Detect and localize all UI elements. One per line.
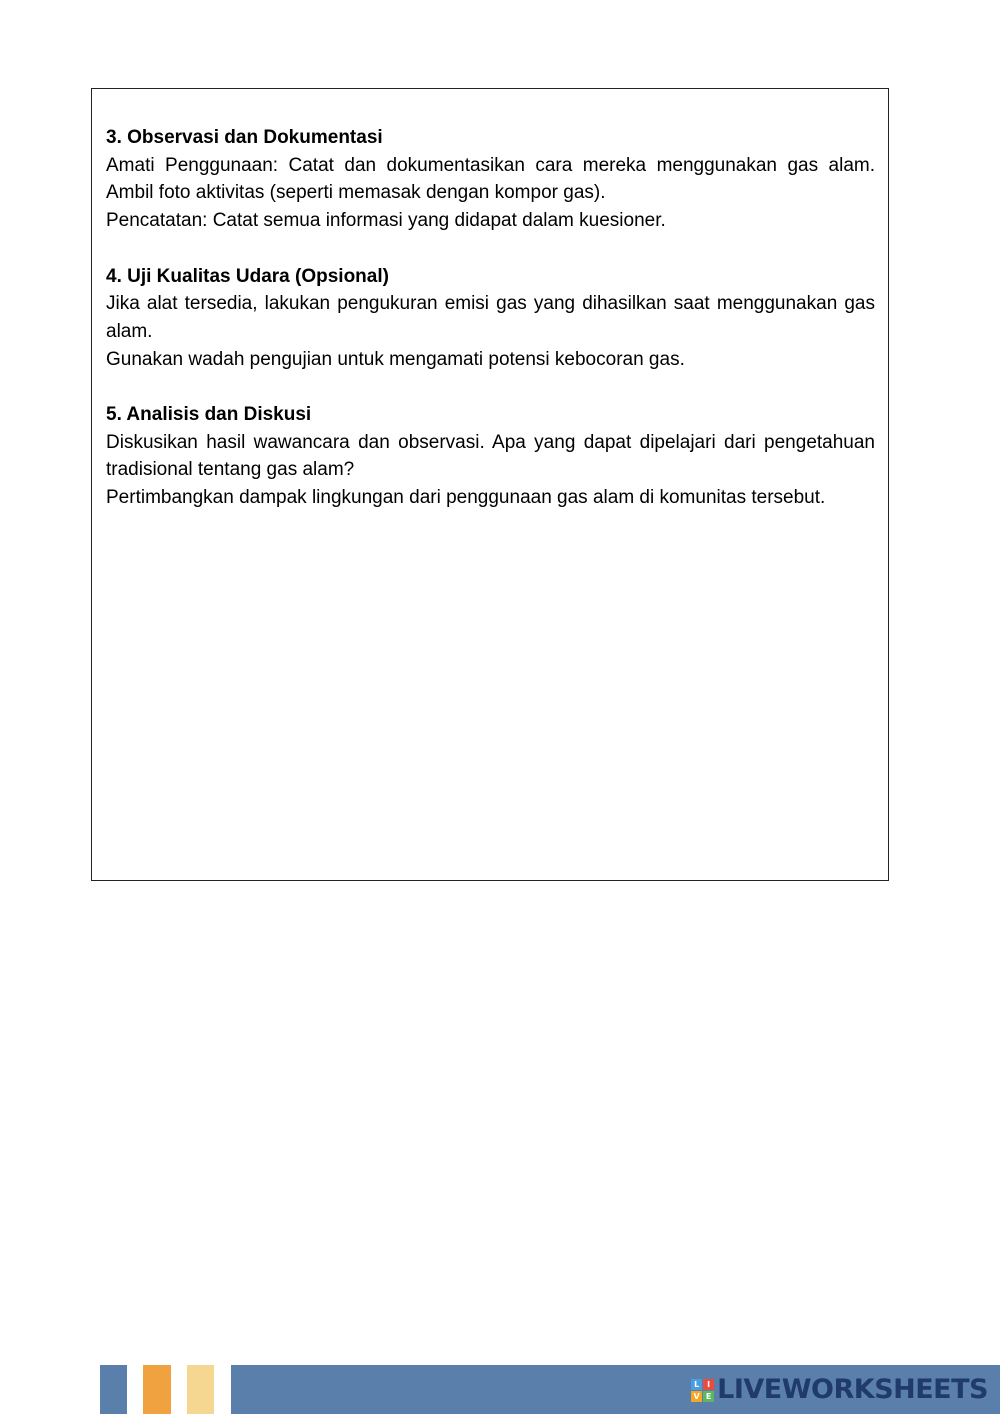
section-observasi: [106, 124, 875, 235]
section-paragraph: Gunakan wadah pengujian untuk mengamati potensi kebocoran gas.: [106, 348, 685, 370]
section-uji-kualitas-udara: [106, 263, 875, 374]
section-heading: 5. Analisis dan Diskusi: [106, 404, 312, 425]
logo-wordmark: LIVEWORKSHEETS: [717, 1374, 988, 1405]
liveworksheets-logo-icon: [691, 1379, 714, 1402]
page-footer: [0, 1365, 1000, 1414]
section-paragraph: Pertimbangkan dampak lingkungan dari penggunaan gas alam di komunitas tersebut.: [106, 487, 826, 509]
footer-stripe-yellow: [187, 1365, 214, 1414]
logo-letter-l: L: [691, 1379, 702, 1390]
logo-letter-e: E: [703, 1391, 714, 1402]
document-body: [106, 124, 875, 540]
section-paragraph: Pencatatan: Catat semua informasi yang didapat dalam kuesioner.: [106, 210, 666, 232]
section-heading: 4. Uji Kualitas Udara (Opsional): [106, 265, 389, 287]
section-analisis-diskusi: [106, 401, 875, 512]
footer-stripe-blue: [100, 1365, 127, 1414]
footer-band: [231, 1365, 1000, 1414]
liveworksheets-logo: [691, 1375, 988, 1405]
section-paragraph: Amati Penggunaan: Catat dan dokumentasikan cara mereka menggunakan gas alam. Ambil foto aktivitas (seperti memasak dengan kompor gas).: [106, 154, 875, 204]
logo-letter-v: V: [691, 1391, 702, 1402]
footer-stripe-orange: [143, 1365, 171, 1414]
section-heading: 3. Observasi dan Dokumentasi: [106, 127, 383, 148]
logo-letter-i: I: [703, 1379, 714, 1390]
section-paragraph: Jika alat tersedia, lakukan pengukuran emisi gas yang dihasilkan saat menggunakan gas alam.: [106, 293, 875, 342]
section-paragraph: Diskusikan hasil wawancara dan observasi. Apa yang dapat dipelajari dari pengetahuan tradisional tentang gas alam?: [106, 431, 875, 481]
